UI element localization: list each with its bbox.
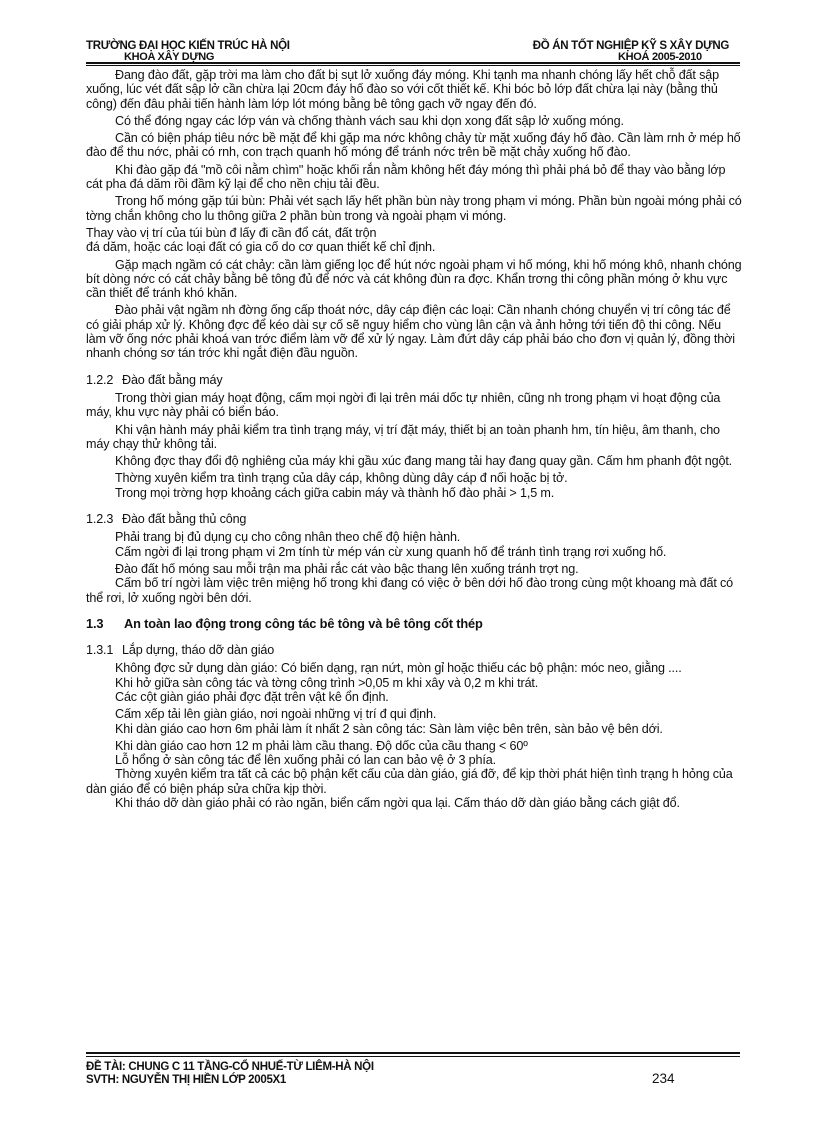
paragraph: Có thể đóng ngay các lớp ván và chống thành vách sau khi dọn xong đất sập lở xuống móng. (115, 113, 624, 128)
section-heading-1-3-1 (86, 643, 742, 657)
paragraph: Các cột giàn giáo phải đợc đặt trên vật kê ổn định. (115, 689, 389, 704)
paragraph: Khi dàn giáo cao hơn 12 m phải làm cầu thang. Độ dốc của cầu thang < 60º (115, 738, 528, 753)
section-number: 1.2.3 (86, 512, 114, 527)
paragraph: Trong thời gian máy hoạt động, cấm mọi ngời đi lại trên mái dốc tự nhiên, cũng nh trong phạm vi hoạt động của máy, khu vực này phải có biển báo. (86, 390, 721, 420)
paragraph: Lỗ hổng ở sàn công tác để lên xuống phải có lan can bảo vệ ở 3 phía. (115, 753, 496, 768)
section-heading-1-2-3 (86, 512, 742, 526)
paragraph: Thay vào vị trí của túi bùn đ lấy đi cần đổ cát, đất trộn (86, 225, 377, 240)
page-number: 234 (652, 1071, 675, 1086)
paragraph: Gặp mạch ngầm có cát chảy: cần làm giếng lọc để hút nớc ngoài phạm vi hố móng, khi hố móng khô, nhanh chóng bít dòng nớc có cát chảy bằng bê tông đủ để nớc và cát không đùn ra đợc. Khẩn trơng thi công phần móng ở khu vực cần thiết để tránh khó khăn. (86, 257, 742, 301)
header-rule (86, 62, 740, 64)
section-title: Lắp dựng, tháo dỡ dàn giáo (122, 643, 275, 658)
header-faculty: KHOA XÂY DỰNG (124, 51, 215, 63)
paragraph: Khi vận hành máy phải kiểm tra tình trạng máy, vị trí đặt máy, thiết bị an toàn phanh hm, tín hiệu, âm thanh, cho máy chạy thử không tải. (86, 422, 720, 451)
footer-rule (86, 1052, 740, 1054)
section-number: 1.2.2 (86, 372, 114, 387)
section-title: Đào đất bằng thủ công (122, 512, 247, 527)
section-number: 1.3.1 (86, 643, 114, 658)
page-body (86, 68, 742, 813)
section-heading-1-2-2 (86, 373, 742, 387)
paragraph: Thờng xuyên kiểm tra tình trạng của dây cáp, không dùng dây cáp đ nối hoặc bị tở. (115, 471, 568, 486)
section-heading-1-3 (86, 617, 742, 631)
paragraph: Trong hố móng gặp túi bùn: Phải vét sạch lấy hết phần bùn này trong phạm vi móng. Phần bùn ngoài móng phải có tờng chắn không cho lu thông giữa 2 phần bùn trong và ngoài phạm vi móng. (86, 194, 742, 223)
paragraph: Đang đào đất, gặp trời ma làm cho đất bị sụt lở xuống đáy móng. Khi tạnh ma nhanh chóng lấy hết chỗ đất sập xuống, lúc vét đất sập lở cần chừa lại 20cm đáy hố đào so với cốt thiết kế. Khi bóc bỏ lớp đất chừa lại này (bằng thủ công) đến đâu phải tiến hành làm lớp lót móng bằng bê tông gạch vỡ ngay đến đó. (86, 68, 719, 111)
paragraph: Không đợc thay đổi độ nghiêng của máy khi gầu xúc đang mang tải hay đang quay gần. Cấm hm phanh đột ngột. (115, 454, 733, 469)
footer-student: SVTH: NGUYỄN THỊ HIỀN LỚP 2005X1 (86, 1074, 287, 1086)
header-project: ĐỒ ÁN TỐT NGHIỆP KỸ S XÂY DỰNG (532, 40, 729, 52)
paragraph: Đào đất hố móng sau mỗi trận ma phải rắc cát vào bậc thang lên xuống tránh trợt ng. (115, 561, 579, 576)
paragraph: Khi dàn giáo cao hơn 6m phải làm ít nhất 2 sàn công tác: Sàn làm việc bên trên, sàn bảo vệ bên dới. (115, 721, 663, 736)
paragraph: Cấm bố trí ngời làm việc trên miệng hố trong khi đang có việc ở bên dới hố đào trong cùng một khoang mà đất có thể rơi, lở xuống ngời bên dới. (86, 576, 734, 605)
header-rule-thin (86, 65, 740, 66)
section-title: Đào đất bằng máy (122, 372, 223, 387)
paragraph: Cấm ngời đi lại trong phạm vi 2m tính từ mép ván cừ xung quanh hố để tránh tình trạng rơi xuống hố. (115, 544, 667, 559)
paragraph: Đào phải vật ngầm nh đờng ống cấp thoát nớc, dây cáp điện các loại: Cần nhanh chóng chuyển vị trí công tác để có giải pháp xử lý. Không đợc để kéo dài sự cố sẽ nguy hiểm cho vùng lân cận và ảnh hởng tới tiến độ thi công. Nếu làm vỡ ống nớc phải khoá van trớc điểm làm vỡ để xử lý ngay. Làm đứt dây cáp phải báo cho đơn vị quản lý, đồng thời nhanh chóng sơ tán trớc khi ngắt điện đầu nguồn. (86, 303, 735, 361)
section-title: An toàn lao động trong công tác bê tông và bê tông cốt thép (124, 615, 483, 631)
paragraph: Cấm xếp tải lên giàn giáo, nơi ngoài những vị trí đ qui định. (115, 707, 437, 722)
paragraph: Khi hở giữa sàn công tác và tờng công trình >0,05 m khi xây và 0,2 m khi trát. (115, 675, 539, 690)
paragraph: Khi tháo dỡ dàn giáo phải có rào ngăn, biển cấm ngời qua lại. Cấm tháo dỡ dàn giáo bằng cách giật đổ. (115, 796, 680, 811)
paragraph: Không đợc sử dụng dàn giáo: Có biến dạng, rạn nứt, mòn gỉ hoặc thiếu các bộ phận: móc neo, giằng .... (115, 661, 682, 676)
paragraph: Khi đào gặp đá "mồ côi nằm chìm" hoặc khối rắn nằm không hết đáy móng thì phải phá bỏ để thay vào bằng lớp cát pha đá dăm rồi đầm kỹ lại để cho nền chịu tải đều. (86, 162, 726, 192)
paragraph: Cần có biện pháp tiêu nớc bề mặt để khi gặp ma nớc không chảy từ mặt xuống đáy hố đào. Cần làm rnh ở mép hố đào để thu nớc, phải có rnh, con trạch quanh hố móng để tránh nớc trên bề mặt chảy xuống hố đào. (86, 131, 741, 160)
paragraph: Phải trang bị đủ dụng cụ cho công nhân theo chế độ hiện hành. (115, 530, 461, 545)
paragraph: Trong mọi trờng hợp khoảng cách giữa cabin máy và thành hố đào phải > 1,5 m. (115, 485, 555, 500)
section-number: 1.3 (86, 615, 104, 631)
paragraph: đá dăm, hoặc các loại đất có gia cố do cơ quan thiết kế chỉ định. (86, 240, 436, 255)
header-course: KHOÁ 2005-2010 (618, 51, 702, 63)
footer-topic: ĐỀ TÀI: CHUNG C 11 TẦNG-CỔ NHUẾ-TỪ LIÊM-HÀ NỘI (86, 1061, 374, 1073)
footer-rule-thin (86, 1056, 740, 1057)
paragraph: Thờng xuyên kiểm tra tất cả các bộ phận kết cấu của dàn giáo, giá đỡ, để kịp thời phát hiện tình trạng h hỏng của dàn giáo để có biện pháp sửa chữa kịp thời. (86, 767, 733, 796)
header-university: TRƯỜNG ĐẠI HỌC KIẾN TRÚC HÀ NỘI (86, 40, 290, 52)
